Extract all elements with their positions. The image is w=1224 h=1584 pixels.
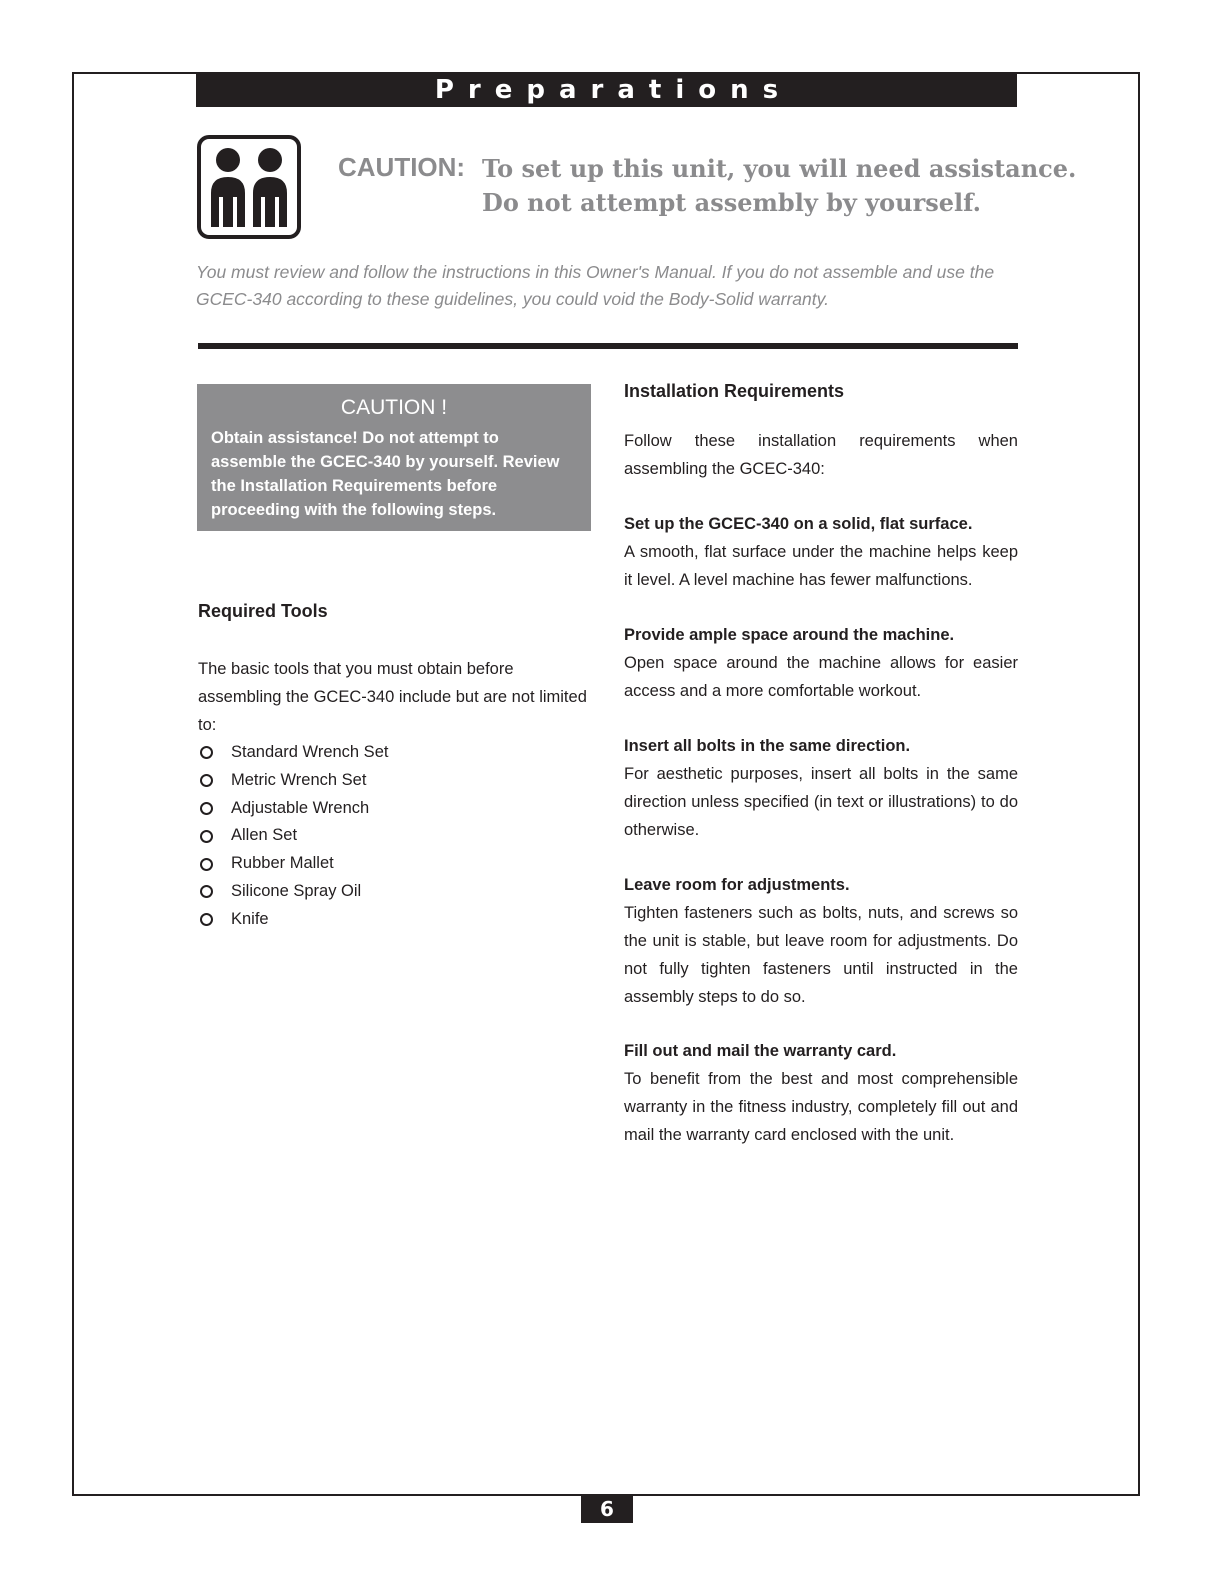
caution-box: [197, 384, 591, 531]
tools-list: [198, 739, 388, 934]
list-item: [198, 878, 388, 906]
tool-label: Knife: [231, 909, 269, 928]
required-tools-heading: Required Tools: [198, 601, 328, 621]
caution-box-title: CAUTION !: [340, 396, 448, 419]
requirement-title: Fill out and mail the warranty card.: [624, 1042, 897, 1060]
requirement-item: [624, 732, 1018, 844]
tool-label: Rubber Mallet: [231, 854, 334, 873]
requirement-text: For aesthetic purposes, insert all bolts in the same direction unless specified (in text or illustrations) to do otherwise.: [624, 765, 1018, 839]
required-tools-intro: The basic tools that you must obtain before assembling the GCEC-340 include but are not limited to:: [198, 660, 587, 734]
installation-requirements-heading: Installation Requirements: [624, 381, 845, 401]
list-item: [198, 739, 388, 767]
list-item: [198, 767, 388, 795]
requirement-item: [624, 510, 1018, 594]
list-item: [198, 795, 388, 823]
installation-intro: Follow these installation requirements when assembling the GCEC-340:: [624, 432, 1018, 478]
list-item: [198, 850, 388, 878]
requirement-title: Set up the GCEC-340 on a solid, flat surface.: [624, 515, 973, 533]
circle-bullet-icon: [200, 746, 213, 759]
requirement-title: Provide ample space around the machine.: [624, 626, 955, 644]
list-item: [198, 822, 388, 850]
caution-box-text: Obtain assistance! Do not attempt to assemble the GCEC-340 by yourself. Review the Installation Requirements before proceeding with the following steps.: [211, 429, 560, 519]
requirement-item: [624, 621, 1018, 705]
caution-message: [482, 152, 1076, 220]
circle-bullet-icon: [200, 830, 213, 843]
page-number: 6: [581, 1495, 633, 1523]
intro-text: You must review and follow the instructions in this Owner's Manual. If you do not assemble and use the GCEC-340 according to these guidelines, you could void the Body-Solid warranty.: [196, 262, 995, 309]
requirement-text: A smooth, flat surface under the machine helps keep it level. A level machine has fewer malfunctions.: [624, 543, 1018, 589]
requirement-item: [624, 871, 1018, 1011]
requirement-title: Insert all bolts in the same direction.: [624, 737, 911, 755]
section-divider: [198, 343, 1018, 349]
two-people-assistance-icon: [197, 135, 301, 239]
circle-bullet-icon: [200, 858, 213, 871]
requirement-text: Open space around the machine allows for easier access and a more comfortable workout.: [624, 654, 1018, 700]
tool-label: Adjustable Wrench: [231, 798, 370, 817]
requirement-text: To benefit from the best and most comprehensible warranty in the fitness industry, completely fill out and mail the warranty card enclosed with the unit.: [624, 1070, 1018, 1144]
requirement-title: Leave room for adjustments.: [624, 876, 850, 894]
caution-message-line1: To set up this unit, you will need assistance.: [482, 154, 1077, 183]
list-item: [198, 906, 388, 934]
caution-label: CAUTION:: [338, 152, 466, 182]
circle-bullet-icon: [200, 885, 213, 898]
tool-label: Allen Set: [231, 826, 298, 845]
caution-message-line2: Do not attempt assembly by yourself.: [482, 188, 981, 217]
circle-bullet-icon: [200, 913, 213, 926]
tool-label: Standard Wrench Set: [231, 743, 389, 761]
page-title: Preparations: [196, 73, 1017, 107]
requirement-text: Tighten fasteners such as bolts, nuts, and screws so the unit is stable, but leave room for adjustments. Do not fully tighten fasteners until instructed in the assembly steps to do so.: [624, 904, 1018, 1006]
tool-label: Silicone Spray Oil: [231, 881, 362, 900]
circle-bullet-icon: [200, 802, 213, 815]
tool-label: Metric Wrench Set: [231, 770, 367, 789]
requirement-item: [624, 1037, 1018, 1149]
circle-bullet-icon: [200, 774, 213, 787]
